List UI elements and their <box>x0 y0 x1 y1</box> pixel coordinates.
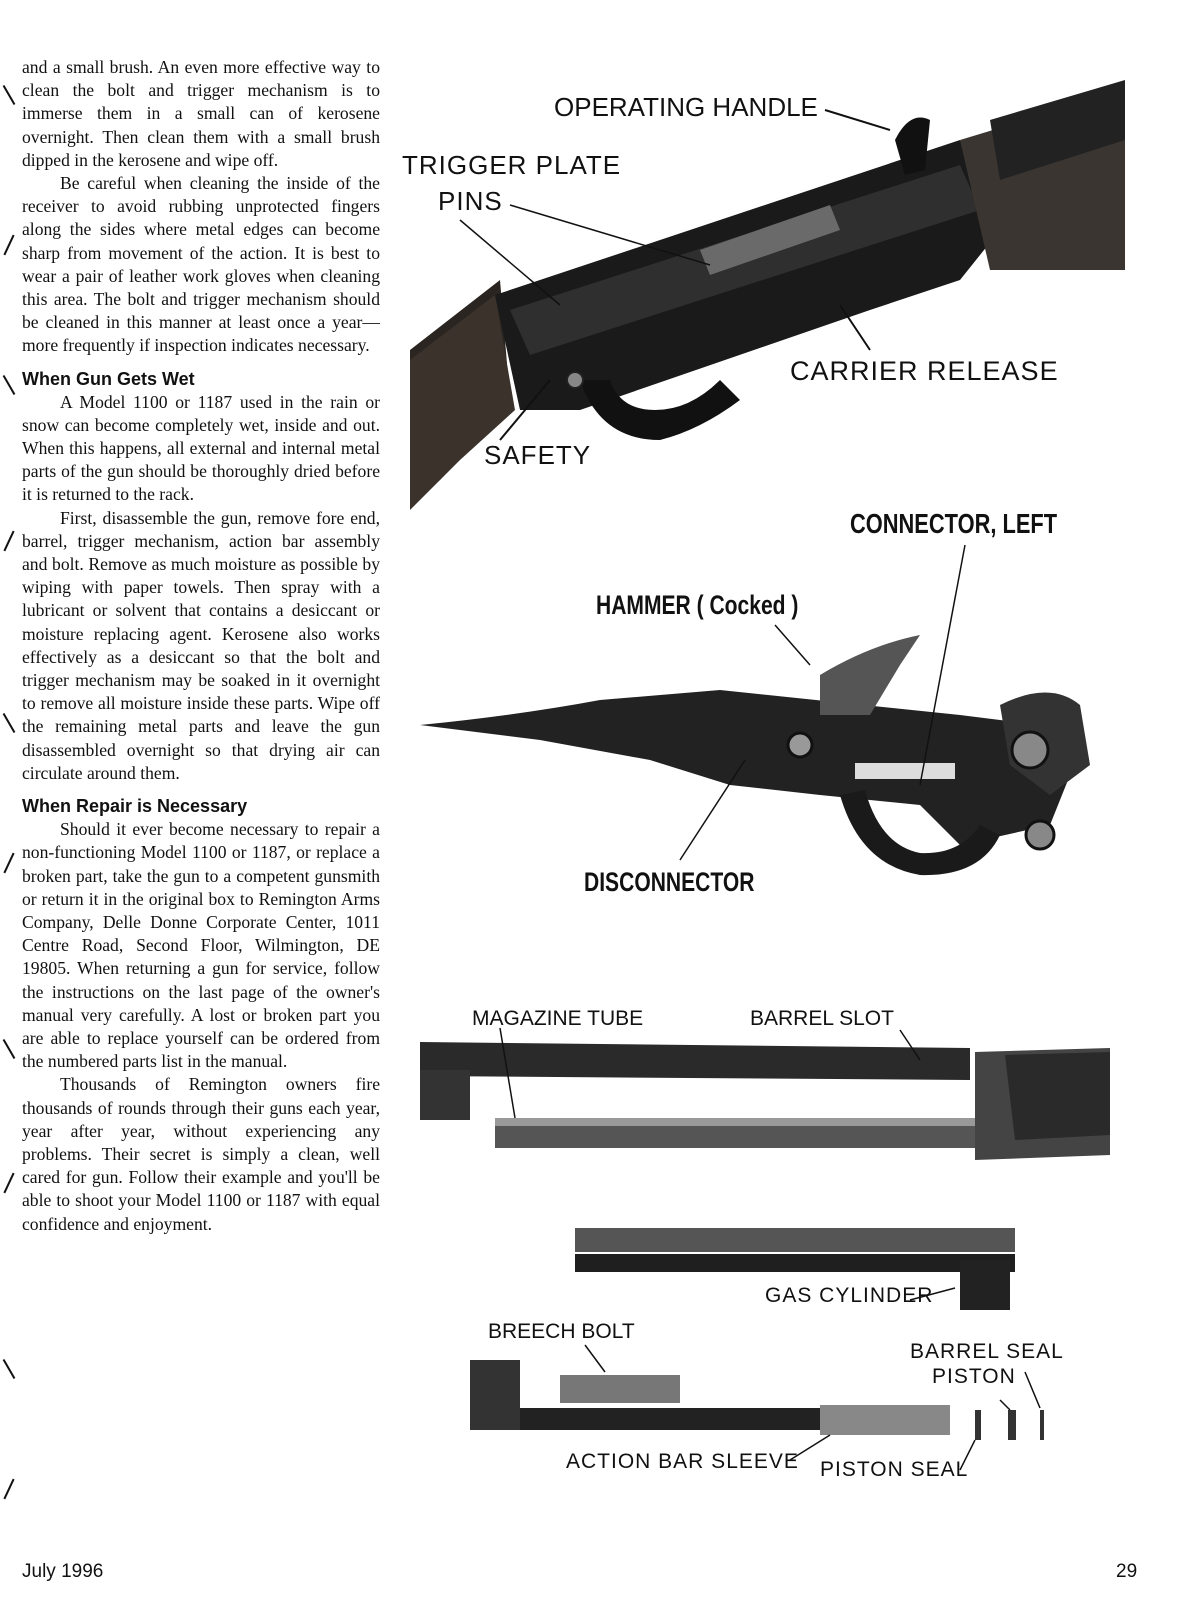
parts-breakdown-photo <box>400 1000 1180 1500</box>
label-disconnector: DISCONNECTOR <box>584 867 755 897</box>
parts-breakdown-figure <box>400 1000 1180 1500</box>
label-action-bar-sleeve: ACTION BAR SLEEVE <box>566 1450 799 1473</box>
label-safety: SAFETY <box>484 440 592 470</box>
label-breech-bolt: BREECH BOLT <box>488 1320 635 1343</box>
margin-mark <box>3 375 16 395</box>
paragraph: Be careful when cleaning the inside of the receiver to avoid rubbing unprotected fingers along the sides where metal edges can become sharp from movement of the action. It is best to wear a pair of leather work gloves when cleaning this area. The bolt and trigger mechanism should be cleaned in this manner at least once a year— more frequently if inspection indicates necessary. <box>22 173 380 356</box>
article-text-column <box>22 56 380 1236</box>
label-pins: PINS <box>438 186 503 216</box>
margin-mark <box>3 235 14 256</box>
receiver-photo-figure <box>400 80 1180 510</box>
section-heading: When Repair is Necessary <box>22 796 248 817</box>
label-trigger-plate: TRIGGER PLATE <box>402 150 622 180</box>
label-piston-seal: PISTON SEAL <box>820 1458 969 1481</box>
label-gas-cylinder: GAS CYLINDER <box>765 1284 934 1307</box>
label-carrier-release: CARRIER RELEASE <box>790 356 1059 386</box>
margin-mark <box>3 1359 16 1379</box>
paragraph: Should it ever become necessary to repair a non-functioning Model 1100 or 1187, or replace a broken part, take the gun to a competent gunsmith or return it in the original box to Remington Arms Company, Delle Donne Corporate Center, 1011 Centre Road, Second Floor, Wilmington, DE 19805. When returning a gun for service, follow the instructions on the last page of the owner's manual very carefully. A lost or broken part you are able to replace yourself can be ordered from the numbered parts list in the manual. <box>22 819 380 1072</box>
margin-mark <box>3 531 14 552</box>
label-connector-left: CONNECTOR, LEFT <box>850 508 1058 539</box>
trigger-mechanism-photo <box>400 505 1180 925</box>
label-barrel-seal: BARREL SEAL <box>910 1340 1064 1363</box>
section-heading: When Gun Gets Wet <box>22 368 195 389</box>
label-operating-handle: OPERATING HANDLE <box>554 92 818 122</box>
paragraph: Thousands of Remington owners fire thousands of rounds through their guns each year, year after year, without experiencing any problems. Their secret is simply a clean, well cared for gun. Follow their example and you'll be able to shoot your Model 1100 or 1187 with equal confidence and enjoyment. <box>22 1074 380 1234</box>
label-magazine-tube: MAGAZINE TUBE <box>472 1007 644 1030</box>
label-piston: PISTON <box>932 1365 1016 1388</box>
trigger-mechanism-figure <box>400 505 1180 925</box>
label-barrel-slot: BARREL SLOT <box>750 1007 894 1030</box>
paragraph: First, disassemble the gun, remove fore end, barrel, trigger mechanism, action bar assembly and bolt. Remove as much moisture as possible by wiping with paper towels. Then spray with a lubricant or solvent that contains a desiccant or moisture replacing agent. Kerosene also works effectively as a desiccant so that the bolt and trigger mechanism may be soaked in it overnight to remove all moisture inside these parts. Wipe off the remaining metal parts and leave the gun disassembled overnight so that drying air can circulate around them. <box>22 507 380 783</box>
label-hammer-cocked: HAMMER ( Cocked ) <box>596 590 799 620</box>
margin-mark <box>3 85 16 105</box>
margin-mark <box>3 853 14 874</box>
paragraph: A Model 1100 or 1187 used in the rain or snow can become completely wet, inside and out. When this happens, all external and internal metal parts of the gun should be thoroughly dried before it is returned to the rack. <box>22 391 380 505</box>
margin-mark <box>3 1173 14 1194</box>
margin-mark <box>3 1039 16 1059</box>
margin-mark <box>3 1479 14 1500</box>
paragraph: and a small brush. An even more effective way to clean the bolt and trigger mechanism is to immerse them in a small can of kerosene overnight. Then clean them with a small brush dipped in the kerosene and wipe off. <box>22 57 380 170</box>
page-number: 29 <box>1116 1561 1138 1582</box>
margin-mark <box>3 713 16 733</box>
footer-date: July 1996 <box>22 1561 104 1582</box>
